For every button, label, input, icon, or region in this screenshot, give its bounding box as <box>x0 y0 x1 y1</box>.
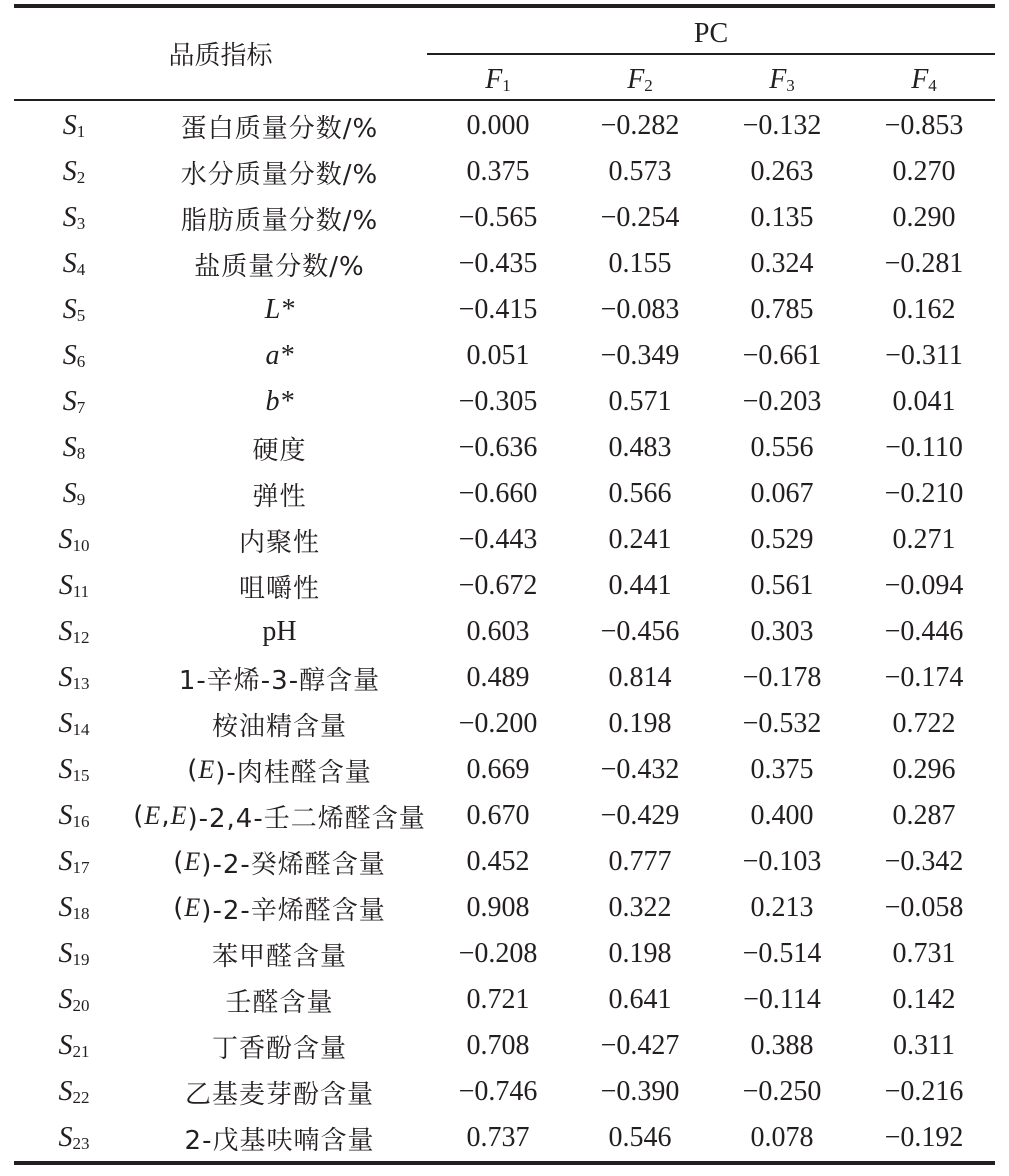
indicator-name: ( E )-2-癸烯醛含量 <box>173 847 386 880</box>
table-row <box>14 885 995 931</box>
loading-value-f2: −0.429 <box>600 800 680 831</box>
bottom-rule <box>14 1161 995 1165</box>
loading-value-f3: 0.263 <box>750 156 814 187</box>
loading-value-f1: 0.669 <box>466 754 530 785</box>
indicator-name: b* <box>265 386 294 417</box>
table-row <box>14 287 995 333</box>
table-row <box>14 931 995 977</box>
loading-value-f1: −0.660 <box>458 478 538 509</box>
loading-value-f2: 0.571 <box>608 386 672 417</box>
indicator-symbol: S $_{21}$ <box>58 1030 90 1061</box>
table-row <box>14 563 995 609</box>
indicator-symbol: S $_{18}$ <box>58 892 90 923</box>
table-row <box>14 609 995 655</box>
indicator-name: 乙基麦芽酚含量 <box>184 1079 374 1110</box>
table-row <box>14 333 995 379</box>
loading-value-f4: −0.058 <box>884 892 964 923</box>
indicator-symbol: S $_8$ <box>62 432 86 463</box>
indicator-symbol: S $_{12}$ <box>58 616 90 647</box>
loading-value-f3: 0.561 <box>750 570 814 601</box>
loading-value-f3: −0.514 <box>742 938 822 969</box>
indicator-symbol: S $_{14}$ <box>58 708 90 739</box>
indicator-name: pH <box>262 616 297 647</box>
loading-value-f4: −0.853 <box>884 110 964 141</box>
table-row <box>14 195 995 241</box>
table-row <box>14 149 995 195</box>
loading-value-f1: −0.672 <box>458 570 538 601</box>
table-row <box>14 241 995 287</box>
indicator-symbol: S $_9$ <box>62 478 86 509</box>
indicator-name: 脂肪质量分数/% <box>180 205 379 236</box>
loading-value-f4: 0.722 <box>892 708 956 739</box>
loading-value-f3: −0.203 <box>742 386 822 417</box>
indicator-name: 弹性 <box>252 481 307 512</box>
loading-value-f1: 0.670 <box>466 800 530 831</box>
loading-value-f2: 0.777 <box>608 846 672 877</box>
table-row <box>14 1115 995 1161</box>
loading-value-f1: −0.443 <box>458 524 538 555</box>
loading-value-f3: 0.213 <box>750 892 814 923</box>
loading-value-f3: −0.114 <box>743 984 821 1015</box>
indicator-name: 桉油精含量 <box>211 711 347 742</box>
loading-value-f4: 0.041 <box>892 386 956 417</box>
indicator-symbol: S $_{10}$ <box>58 524 90 555</box>
loading-value-f1: 0.721 <box>466 984 530 1015</box>
loading-value-f3: 0.135 <box>750 202 814 233</box>
loading-value-f2: 0.198 <box>608 708 672 739</box>
indicator-symbol: S $_3$ <box>62 202 86 233</box>
indicator-symbol: S $_{20}$ <box>58 984 90 1015</box>
loading-value-f1: −0.636 <box>458 432 538 463</box>
loading-value-f1: 0.051 <box>466 340 530 371</box>
indicator-symbol: S $_{15}$ <box>58 754 90 785</box>
table-row <box>14 517 995 563</box>
loading-value-f1: 0.375 <box>466 156 530 187</box>
table-row <box>14 793 995 839</box>
loading-value-f1: 0.708 <box>466 1030 530 1061</box>
indicator-name: L* <box>264 294 295 325</box>
loading-value-f3: −0.661 <box>742 340 822 371</box>
loading-value-f2: −0.349 <box>600 340 680 371</box>
indicator-symbol: S $_{11}$ <box>58 570 90 601</box>
indicator-name: 硬度 <box>252 435 307 466</box>
loading-value-f4: 0.270 <box>892 156 956 187</box>
loading-value-f1: 0.489 <box>466 662 530 693</box>
loading-value-f4: 0.287 <box>892 800 956 831</box>
table-row <box>14 839 995 885</box>
indicator-name: 水分质量分数/% <box>180 159 379 190</box>
loading-value-f3: 0.400 <box>750 800 814 831</box>
indicator-symbol: S $_5$ <box>62 294 86 325</box>
loading-value-f3: −0.532 <box>742 708 822 739</box>
loading-value-f2: 0.441 <box>608 570 672 601</box>
table-row <box>14 701 995 747</box>
loading-value-f4: 0.271 <box>892 524 956 555</box>
loading-value-f4: −0.174 <box>884 662 964 693</box>
loading-value-f4: −0.192 <box>884 1122 964 1153</box>
loading-value-f4: −0.210 <box>884 478 964 509</box>
loading-value-f3: 0.324 <box>750 248 814 279</box>
table-body <box>14 103 995 1161</box>
loading-value-f1: 0.452 <box>466 846 530 877</box>
loading-value-f2: −0.456 <box>600 616 680 647</box>
loading-value-f3: −0.178 <box>742 662 822 693</box>
loading-value-f3: 0.388 <box>750 1030 814 1061</box>
factor-header-1: F $_1$ <box>485 64 511 95</box>
loading-value-f4: 0.731 <box>892 938 956 969</box>
loading-value-f2: 0.155 <box>608 248 672 279</box>
loading-value-f1: −0.415 <box>458 294 538 325</box>
loading-value-f4: −0.094 <box>884 570 964 601</box>
loading-value-f4: −0.446 <box>884 616 964 647</box>
loading-value-f3: 0.067 <box>750 478 814 509</box>
factor-header-2: F $_2$ <box>627 64 653 95</box>
loading-value-f4: 0.142 <box>892 984 956 1015</box>
indicator-symbol: S $_{23}$ <box>58 1122 90 1153</box>
loading-value-f2: −0.427 <box>600 1030 680 1061</box>
loading-value-f4: 0.290 <box>892 202 956 233</box>
loading-value-f3: 0.078 <box>750 1122 814 1153</box>
table-row <box>14 425 995 471</box>
loading-value-f2: 0.566 <box>608 478 672 509</box>
loading-value-f2: 0.241 <box>608 524 672 555</box>
loading-value-f3: 0.303 <box>750 616 814 647</box>
loading-value-f1: 0.603 <box>466 616 530 647</box>
pc-span-rule <box>427 53 995 55</box>
indicator-symbol: S $_1$ <box>62 110 86 141</box>
loading-value-f2: 0.641 <box>608 984 672 1015</box>
indicator-symbol: S $_{13}$ <box>58 662 90 693</box>
indicator-symbol: S $_2$ <box>62 156 86 187</box>
factor-header-3: F $_3$ <box>769 64 795 95</box>
indicator-symbol: S $_{22}$ <box>58 1076 90 1107</box>
indicator-symbol: S $_4$ <box>62 248 86 279</box>
loading-value-f1: −0.746 <box>458 1076 538 1107</box>
indicator-name: 内聚性 <box>238 527 320 558</box>
loading-value-f4: −0.216 <box>884 1076 964 1107</box>
loading-value-f2: 0.546 <box>608 1122 672 1153</box>
loading-value-f1: 0.000 <box>466 110 530 141</box>
loading-value-f1: −0.435 <box>458 248 538 279</box>
loading-value-f1: 0.737 <box>466 1122 530 1153</box>
indicator-name: 苯甲醛含量 <box>211 941 347 972</box>
header-rule <box>14 99 995 101</box>
indicator-name: 蛋白质量分数/% <box>180 113 379 144</box>
table-row <box>14 1023 995 1069</box>
loading-value-f2: 0.814 <box>608 662 672 693</box>
indicator-name: ( E , E )-2,4-壬二烯醛含量 <box>133 801 426 834</box>
indicator-name: 1-辛烯-3-醇含量 <box>178 665 381 696</box>
loading-value-f3: 0.785 <box>750 294 814 325</box>
pc-header: PC <box>693 18 729 49</box>
table-row <box>14 977 995 1023</box>
indicator-name: 盐质量分数/% <box>194 251 365 282</box>
indicator-name: 咀嚼性 <box>238 573 320 604</box>
indicator-name: ( E )-2-辛烯醛含量 <box>173 893 386 926</box>
table-row <box>14 471 995 517</box>
loading-value-f3: 0.556 <box>750 432 814 463</box>
loading-value-f2: 0.483 <box>608 432 672 463</box>
indicator-symbol: S $_7$ <box>62 386 86 417</box>
loading-value-f1: −0.200 <box>458 708 538 739</box>
loading-value-f4: −0.311 <box>885 340 963 371</box>
loading-value-f2: −0.432 <box>600 754 680 785</box>
loading-value-f1: −0.565 <box>458 202 538 233</box>
loading-value-f1: 0.908 <box>466 892 530 923</box>
loading-value-f3: 0.375 <box>750 754 814 785</box>
loading-value-f4: 0.311 <box>893 1030 955 1061</box>
loading-value-f2: −0.282 <box>600 110 680 141</box>
loading-value-f3: −0.103 <box>742 846 822 877</box>
indicator-name: 壬醛含量 <box>225 987 334 1018</box>
indicator-name: ( E )-肉桂醛含量 <box>187 755 372 788</box>
table-row <box>14 655 995 701</box>
indicator-name: 丁香酚含量 <box>211 1033 347 1064</box>
indicator-symbol: S $_{16}$ <box>58 800 90 831</box>
loading-value-f1: −0.305 <box>458 386 538 417</box>
loading-value-f2: −0.083 <box>600 294 680 325</box>
loading-value-f1: −0.208 <box>458 938 538 969</box>
loading-value-f4: −0.281 <box>884 248 964 279</box>
loading-value-f2: 0.573 <box>608 156 672 187</box>
indicator-name: a* <box>265 340 294 371</box>
loading-value-f2: 0.322 <box>608 892 672 923</box>
loading-value-f4: 0.162 <box>892 294 956 325</box>
loading-value-f3: 0.529 <box>750 524 814 555</box>
indicator-symbol: S $_{19}$ <box>58 938 90 969</box>
loading-value-f2: 0.198 <box>608 938 672 969</box>
table-row <box>14 379 995 425</box>
factor-header-4: F $_4$ <box>911 64 937 95</box>
indicator-name: 2-戊基呋喃含量 <box>184 1125 375 1156</box>
loading-value-f4: 0.296 <box>892 754 956 785</box>
loading-value-f2: −0.390 <box>600 1076 680 1107</box>
table-row <box>14 103 995 149</box>
indicator-symbol: S $_6$ <box>62 340 86 371</box>
loading-value-f4: −0.110 <box>885 432 963 463</box>
loading-value-f3: −0.132 <box>742 110 822 141</box>
loading-value-f3: −0.250 <box>742 1076 822 1107</box>
loading-value-f2: −0.254 <box>600 202 680 233</box>
table-row <box>14 747 995 793</box>
indicator-header: 品质指标 <box>168 40 273 71</box>
table-row <box>14 1069 995 1115</box>
top-rule <box>14 4 995 8</box>
loading-value-f4: −0.342 <box>884 846 964 877</box>
indicator-symbol: S $_{17}$ <box>58 846 90 877</box>
